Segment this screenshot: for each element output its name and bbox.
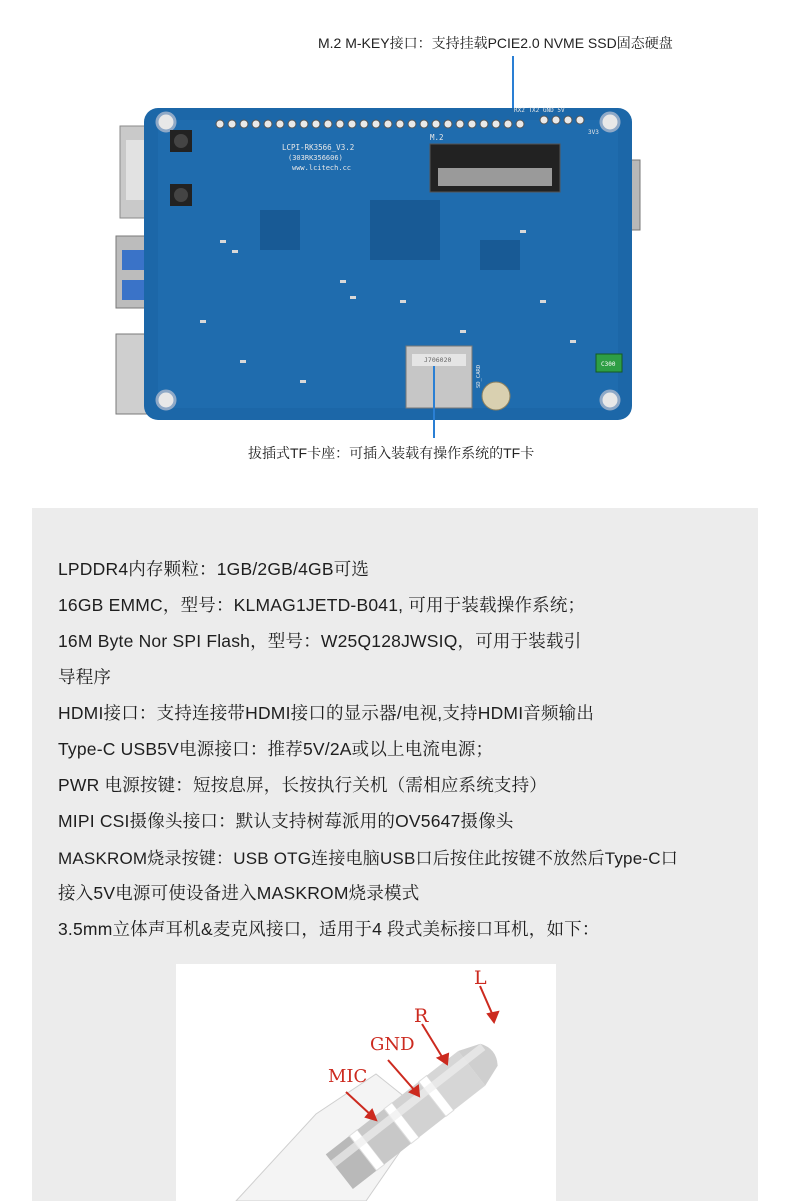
jack-label-gnd: GND (370, 1034, 415, 1055)
board-image (100, 100, 660, 430)
silk-url: www.lcitech.cc (292, 164, 352, 172)
tf-caption: 拔插式TF卡座：可插入装载有操作系统的TF卡 (248, 445, 535, 461)
pin-silk-labels: RX2 TX2 GND 5V (514, 107, 565, 114)
silk-code: (303RK356606) (288, 154, 343, 162)
battery (482, 382, 510, 410)
silk-model: LCPI-RK3566_V3.2 (282, 143, 355, 152)
spec-line-9: MASKROM烧录按键：USB OTG连接电脑USB口后按住此按键不放然后Type-C口 (58, 849, 678, 868)
tf-pointer-line (433, 366, 435, 438)
jack-label-r: R (414, 1005, 429, 1027)
spec-line-2: 16GB EMMC，型号：KLMAG1JETD-B041, 可用于装载操作系统； (58, 595, 586, 615)
spec-line-11: 3.5mm立体声耳机&麦克风接口，适用于4 段式美标接口耳机，如下： (58, 919, 600, 939)
jack-label-mic: MIC (328, 1066, 368, 1087)
spec-line-1: LPDDR4内存颗粒：1GB/2GB/4GB可选 (58, 559, 370, 579)
spec-line-8: MIPI CSI摄像头接口：默认支持树莓派用的OV5647摄像头 (58, 811, 514, 831)
sd-silk-label: SD_CARD (476, 364, 482, 388)
spec-line-10: 接入5V电源可使设备进入MASKROM烧录模式 (58, 883, 420, 903)
m2-silk-label: M.2 (430, 133, 444, 142)
spec-line-4: 导程序 (58, 667, 112, 687)
spec-line-7: PWR 电源按键：短按息屏，长按执行关机（需相应系统支持） (58, 775, 547, 795)
audio-jack-image (176, 964, 556, 1201)
spec-line-6: Type-C USB5V电源接口：推荐5V/2A或以上电流电源； (58, 739, 494, 759)
jack-label-l: L (474, 967, 487, 989)
tf-slot-text: J706020 (424, 356, 452, 364)
spec-line-5: HDMI接口：支持连接带HDMI接口的显示器/电视,支持HDMI音频输出 (58, 703, 595, 723)
m2-caption: M.2 M-KEY接口：支持挂载PCIE2.0 NVME SSD固态硬盘 (318, 35, 673, 51)
capacitor-label: C300 (601, 361, 616, 368)
v33-silk-label: 3V3 (588, 129, 599, 136)
spec-line-3: 16M Byte Nor SPI Flash，型号：W25Q128JWSIQ，可用于装载引 (58, 631, 582, 651)
spec-panel (32, 508, 758, 1201)
